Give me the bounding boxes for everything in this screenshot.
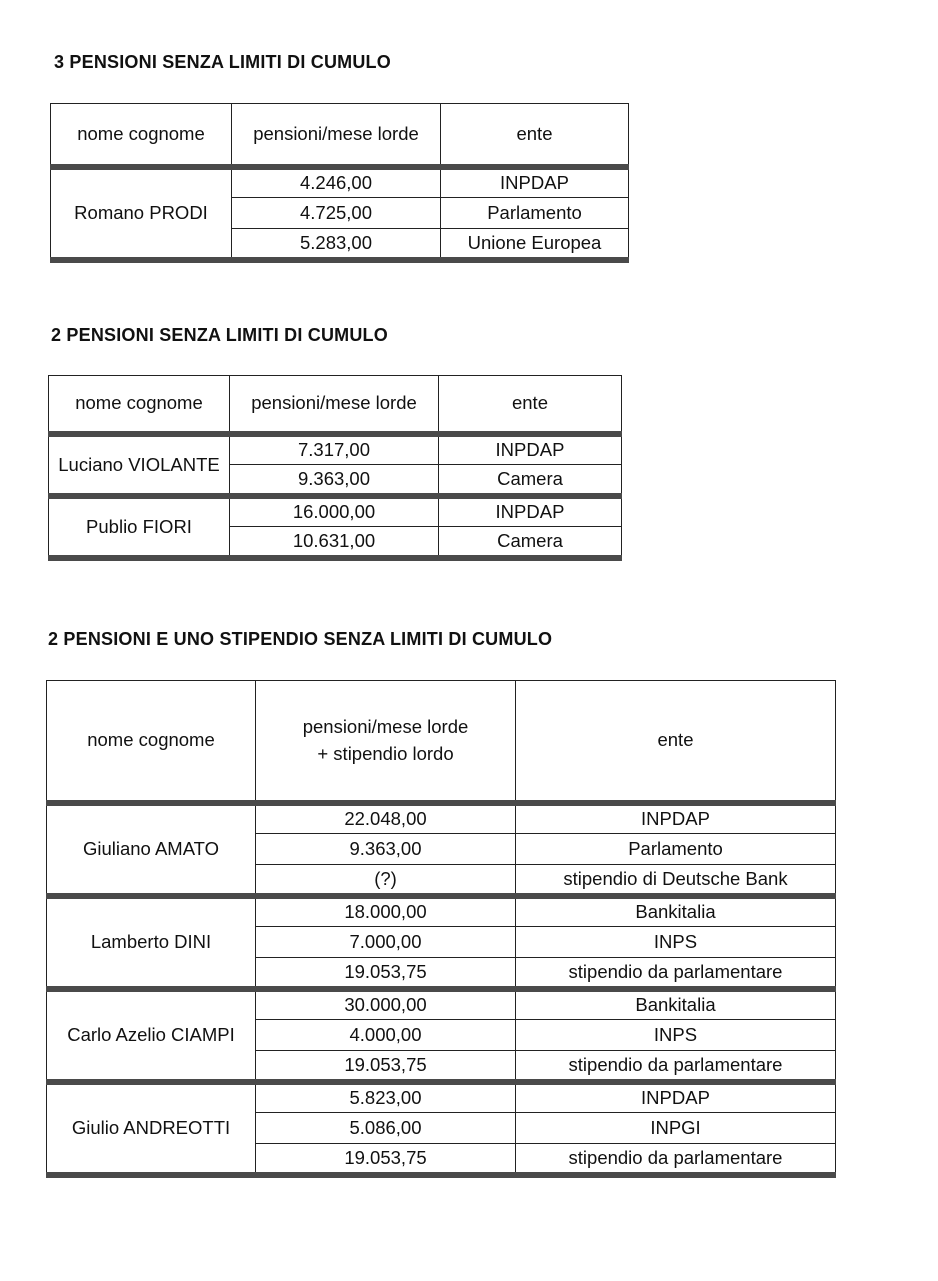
ente-cell: Parlamento [441, 198, 629, 229]
ente-cell: Parlamento [516, 834, 836, 865]
amount-cell: 4.725,00 [232, 198, 441, 229]
pension-table [50, 103, 629, 263]
ente-cell: INPDAP [439, 434, 622, 465]
amount-cell: 9.363,00 [230, 465, 439, 496]
column-header-amount: pensioni/mese lorde [232, 104, 441, 167]
person-name: Publio FIORI [49, 496, 230, 558]
column-header-amount: pensioni/mese lorde + stipendio lordo [256, 681, 516, 803]
ente-cell: INPDAP [516, 1082, 836, 1113]
ente-cell: INPGI [516, 1113, 836, 1144]
person-name: Giulio ANDREOTTI [47, 1082, 256, 1175]
amount-cell: 16.000,00 [230, 496, 439, 527]
amount-cell: 9.363,00 [256, 834, 516, 865]
amount-cell: 19.053,75 [256, 1051, 516, 1082]
column-header-ente: ente [439, 376, 622, 434]
amount-cell: 22.048,00 [256, 803, 516, 834]
amount-cell: (?) [256, 865, 516, 896]
amount-cell: 4.000,00 [256, 1020, 516, 1051]
person-name: Romano PRODI [51, 167, 232, 260]
ente-cell: Unione Europea [441, 229, 629, 260]
ente-cell: Bankitalia [516, 989, 836, 1020]
table-row [47, 1082, 836, 1113]
column-header-name: nome cognome [51, 104, 232, 167]
ente-cell: INPS [516, 927, 836, 958]
amount-cell: 5.283,00 [232, 229, 441, 260]
table-row [51, 167, 629, 198]
ente-cell: INPDAP [441, 167, 629, 198]
amount-cell: 19.053,75 [256, 958, 516, 989]
person-name: Luciano VIOLANTE [49, 434, 230, 496]
section-title: 2 PENSIONI SENZA LIMITI DI CUMULO [51, 325, 388, 345]
pension-table [46, 680, 836, 1178]
pension-table [48, 375, 622, 561]
column-header-amount: pensioni/mese lorde [230, 376, 439, 434]
column-header-ente: ente [441, 104, 629, 167]
section-title: 2 PENSIONI E UNO STIPENDIO SENZA LIMITI DI CUMULO [48, 629, 553, 649]
amount-cell: 18.000,00 [256, 896, 516, 927]
amount-cell: 7.000,00 [256, 927, 516, 958]
section-title: 3 PENSIONI SENZA LIMITI DI CUMULO [54, 52, 391, 72]
table-row [47, 896, 836, 927]
ente-cell: Camera [439, 527, 622, 558]
ente-cell: INPDAP [439, 496, 622, 527]
ente-cell: Bankitalia [516, 896, 836, 927]
amount-cell: 5.823,00 [256, 1082, 516, 1113]
amount-cell: 7.317,00 [230, 434, 439, 465]
ente-cell: Camera [439, 465, 622, 496]
amount-cell: 5.086,00 [256, 1113, 516, 1144]
amount-cell: 30.000,00 [256, 989, 516, 1020]
ente-cell: stipendio di Deutsche Bank [516, 865, 836, 896]
table-row [49, 496, 622, 527]
ente-cell: stipendio da parlamentare [516, 1051, 836, 1082]
person-name: Lamberto DINI [47, 896, 256, 989]
ente-cell: stipendio da parlamentare [516, 958, 836, 989]
column-header-name: nome cognome [47, 681, 256, 803]
table-row [49, 434, 622, 465]
column-header-ente: ente [516, 681, 836, 803]
person-name: Carlo Azelio CIAMPI [47, 989, 256, 1082]
ente-cell: INPS [516, 1020, 836, 1051]
ente-cell: INPDAP [516, 803, 836, 834]
amount-cell: 10.631,00 [230, 527, 439, 558]
person-name: Giuliano AMATO [47, 803, 256, 896]
column-header-name: nome cognome [49, 376, 230, 434]
table-row [47, 803, 836, 834]
amount-cell: 19.053,75 [256, 1144, 516, 1175]
table-row [47, 989, 836, 1020]
ente-cell: stipendio da parlamentare [516, 1144, 836, 1175]
amount-cell: 4.246,00 [232, 167, 441, 198]
